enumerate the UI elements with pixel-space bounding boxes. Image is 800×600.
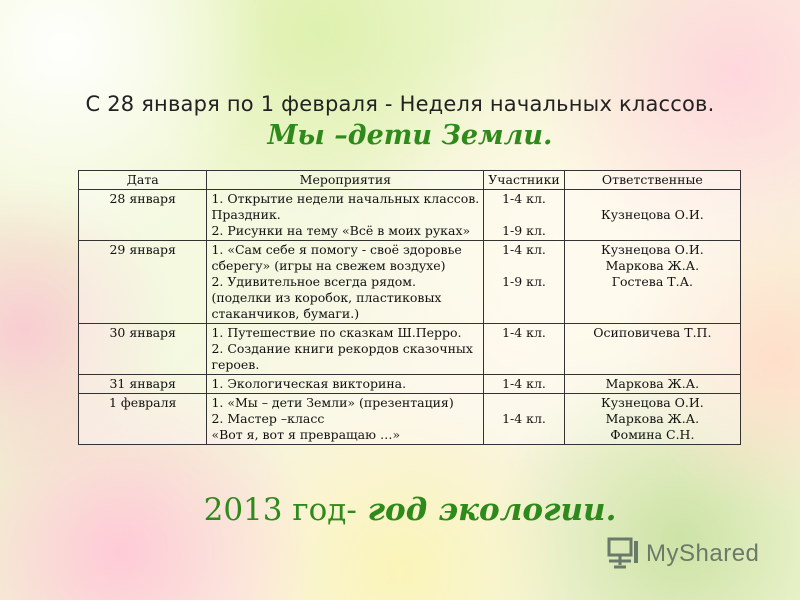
header-participants: Участники xyxy=(484,171,564,190)
cell-line xyxy=(488,395,559,411)
cell-line: Осиповичева Т.П. xyxy=(593,325,712,340)
year-theme: год экологии. xyxy=(356,492,617,528)
header-events: Мероприятия xyxy=(207,171,484,190)
cell-line: 1-4 кл. xyxy=(502,411,546,426)
row-date: 30 января xyxy=(79,324,207,375)
cell-line: 2. Создание книги рекордов сказочных xyxy=(211,341,473,356)
cell-line: (поделки из коробок, пластиковых xyxy=(211,290,442,305)
year-slogan xyxy=(0,492,800,528)
cell-line: сберегу» (игры на свежем воздухе) xyxy=(211,258,446,273)
cell-line: Гостева Т.А. xyxy=(611,274,694,289)
row-responsible xyxy=(564,394,740,445)
cell-line: 1-4 кл. xyxy=(502,376,546,391)
cell-line: 2. Рисунки на тему «Всё в моих руках» xyxy=(211,223,471,238)
row-date: 28 января xyxy=(79,190,207,241)
cell-line: Кузнецова О.И. xyxy=(601,207,704,222)
cell-line xyxy=(488,207,559,223)
table-row xyxy=(79,190,741,241)
page-heading: С 28 января по 1 февраля - Неделя начальных классов. xyxy=(85,92,715,116)
cell-line: Кузнецова О.И. xyxy=(601,395,704,410)
row-responsible xyxy=(564,324,740,375)
table-row xyxy=(79,241,741,324)
cell-line: 1. Открытие недели начальных классов. xyxy=(211,191,480,206)
row-events xyxy=(207,190,484,241)
cell-line: Маркова Ж.А. xyxy=(605,411,700,426)
row-responsible xyxy=(564,190,740,241)
header-date: Дата xyxy=(79,171,207,190)
cell-line xyxy=(488,258,559,274)
row-events xyxy=(207,394,484,445)
cell-line: «Вот я, вот я превращаю …» xyxy=(211,427,401,442)
row-participants xyxy=(484,241,564,324)
cell-line: 1. «Сам себе я помогу - своё здоровье xyxy=(211,242,462,257)
cell-line: 1. «Мы – дети Земли» (презентация) xyxy=(211,395,454,410)
row-participants xyxy=(484,394,564,445)
cell-line xyxy=(569,191,736,207)
row-date: 31 января xyxy=(79,375,207,394)
cell-line: 1-4 кл. xyxy=(502,191,546,206)
table-header-row xyxy=(79,171,741,190)
row-date: 29 января xyxy=(79,241,207,324)
row-participants xyxy=(484,375,564,394)
myshared-logo xyxy=(606,536,759,572)
row-responsible xyxy=(564,241,740,324)
cell-line: стаканчиков, бумаги.) xyxy=(211,306,360,321)
year-text: 2013 год- xyxy=(203,492,357,528)
row-participants xyxy=(484,324,564,375)
cell-line: Маркова Ж.А. xyxy=(605,258,700,273)
cell-line: 1-4 кл. xyxy=(502,325,546,340)
row-events xyxy=(207,324,484,375)
cell-line: героев. xyxy=(211,357,260,372)
table-row xyxy=(79,324,741,375)
row-responsible xyxy=(564,375,740,394)
table-row xyxy=(79,394,741,445)
schedule-table xyxy=(78,170,741,445)
header-responsible: Ответственные xyxy=(564,171,740,190)
cell-line: Праздник. xyxy=(211,207,281,222)
cell-line: Фомина С.Н. xyxy=(610,427,695,442)
cell-line: 1-9 кл. xyxy=(502,223,546,238)
row-events xyxy=(207,241,484,324)
cell-line: Кузнецова О.И. xyxy=(601,242,704,257)
table-row xyxy=(79,375,741,394)
cell-line: 1. Путешествие по сказкам Ш.Перро. xyxy=(211,325,462,340)
cell-line: 1-4 кл. xyxy=(502,242,546,257)
row-events xyxy=(207,375,484,394)
page-subtitle: Мы –дети Земли. xyxy=(267,120,553,151)
cell-line: 2. Удивительное всегда рядом. xyxy=(211,274,416,289)
logo-text: MyShared xyxy=(646,540,760,567)
projector-screen-icon xyxy=(606,535,640,573)
cell-line: 1-9 кл. xyxy=(502,274,546,289)
row-date: 1 февраля xyxy=(79,394,207,445)
cell-line: 1. Экологическая викторина. xyxy=(211,376,407,391)
cell-line: 2. Мастер –класс xyxy=(211,411,325,426)
cell-line: Маркова Ж.А. xyxy=(605,376,700,391)
table-body xyxy=(79,190,741,445)
row-participants xyxy=(484,190,564,241)
